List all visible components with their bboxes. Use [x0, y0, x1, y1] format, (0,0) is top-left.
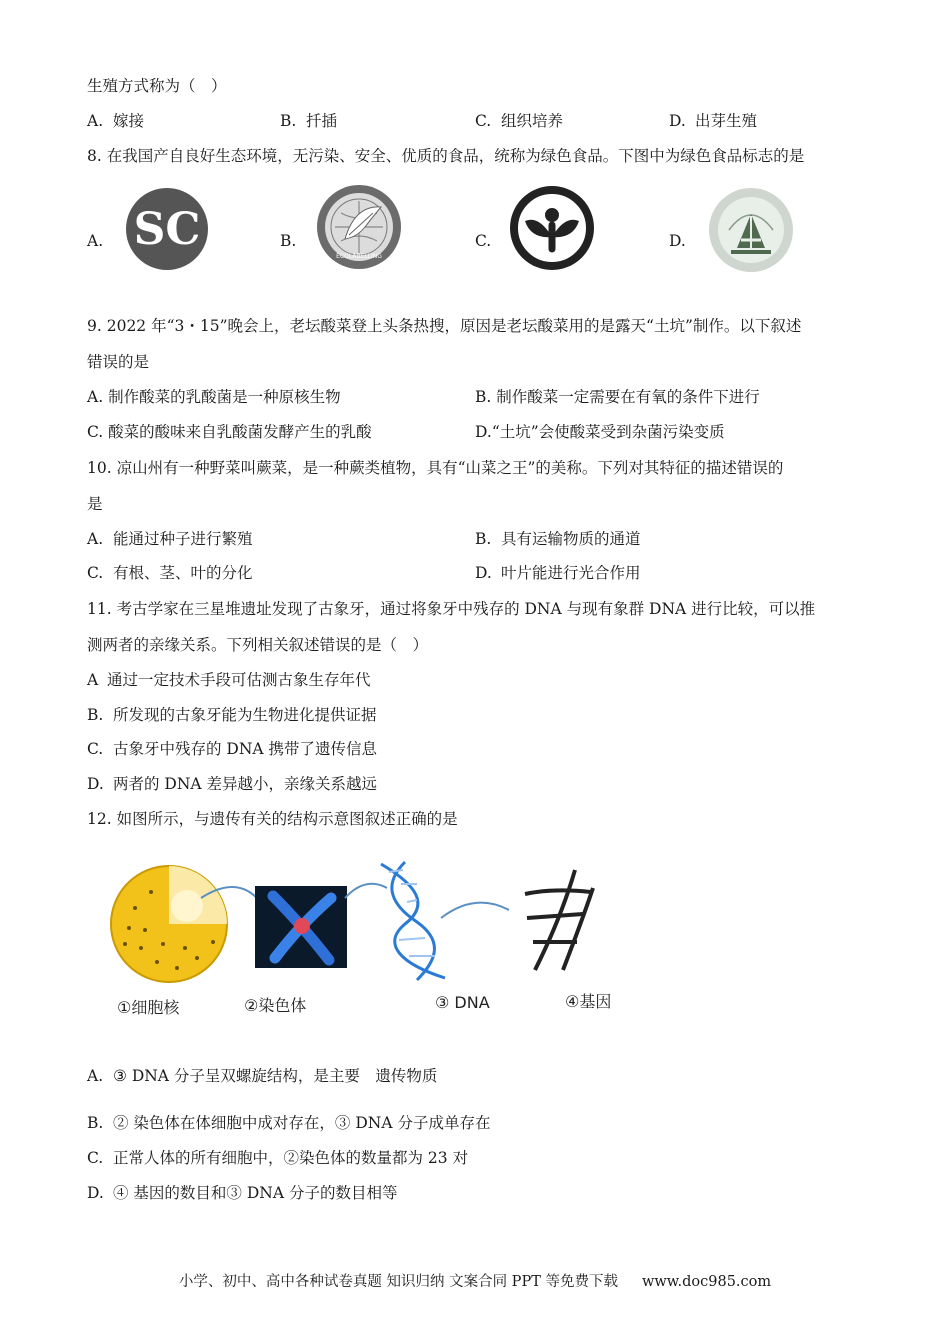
q10-option-d[interactable]: D. 叶片能进行光合作用 — [475, 564, 641, 582]
sc-logo[interactable] — [124, 186, 210, 272]
q12-option-b[interactable]: B. ② 染色体在体细胞中成对存在，③ DNA 分子成单存在 — [87, 1114, 491, 1132]
eco-labelling-logo[interactable] — [315, 183, 403, 271]
q8-option-c-letter[interactable]: C. — [475, 232, 492, 250]
arrow-2-icon — [345, 884, 387, 898]
eco-logo-text: ECOLABELLING — [336, 253, 382, 260]
footer-url-link[interactable]: www.doc985.com — [641, 1274, 772, 1290]
q10-option-c[interactable]: C. 有根、茎、叶的分化 — [87, 564, 253, 582]
q7-option-d[interactable]: D. 出芽生殖 — [669, 112, 758, 130]
q9-option-b[interactable]: B. 制作酸菜一定需要在有氧的条件下进行 — [475, 388, 760, 406]
footer-text: 小学、初中、高中各种试卷真题 知识归纳 文案合同 PPT 等免费下载 — [178, 1274, 618, 1290]
q12-option-c[interactable]: C. 正常人体的所有细胞中，②染色体的数量都为 23 对 — [87, 1149, 469, 1167]
q8-option-a-letter[interactable]: A. — [87, 232, 104, 250]
heredity-structures-figure — [105, 858, 605, 988]
q12-stem: 12. 如图所示，与遗传有关的结构示意图叙述正确的是 — [87, 810, 458, 828]
q11-option-c[interactable]: C. 古象牙中残存的 DNA 携带了遗传信息 — [87, 740, 378, 758]
q9-option-a[interactable]: A. 制作酸菜的乳酸菌是一种原核生物 — [87, 388, 341, 406]
q11-option-b[interactable]: B. 所发现的古象牙能为生物进化提供证据 — [87, 706, 377, 724]
q10-stem-line2: 是 — [87, 495, 103, 513]
label-gene: ④基因 — [565, 992, 612, 1011]
q11-option-d[interactable]: D. 两者的 DNA 差异越小，亲缘关系越远 — [87, 775, 378, 793]
gene-segment-illustration — [525, 870, 593, 970]
q10-option-b[interactable]: B. 具有运输物质的通道 — [475, 530, 641, 548]
label-cell-nucleus: ①细胞核 — [117, 998, 180, 1017]
q7-stem: 生殖方式称为（ ） — [87, 77, 227, 95]
label-chromosome: ②染色体 — [244, 996, 307, 1015]
q7-option-c[interactable]: C. 组织培养 — [475, 112, 564, 130]
q9-option-d[interactable]: D.“土坑”会使酸菜受到杂菌污染变质 — [475, 423, 725, 441]
q9-option-c[interactable]: C. 酸菜的酸味来自乳酸菌发酵产生的乳酸 — [87, 423, 372, 441]
arrow-3-icon — [441, 903, 509, 918]
q11-stem-line2: 测两者的亲缘关系。下列相关叙述错误的是（ ） — [87, 636, 429, 654]
dna-helix-illustration — [381, 862, 445, 980]
q9-stem-line1: 9. 2022 年“3・15”晚会上，老坛酸菜登上头条热搜，原因是老坛酸菜用的是露天“土坑”制作。以下叙述 — [87, 317, 802, 335]
q9-stem-line2: 错误的是 — [87, 353, 150, 371]
pollution-free-produce-logo[interactable] — [707, 186, 795, 274]
q8-option-b-letter[interactable]: B. — [280, 232, 297, 250]
q12-option-d[interactable]: D. ④ 基因的数目和③ DNA 分子的数目相等 — [87, 1184, 398, 1202]
label-dna: ③ DNA — [435, 993, 490, 1012]
page-footer — [0, 1270, 950, 1291]
q10-stem-line1: 10. 凉山州有一种野菜叫蕨菜，是一种蕨类植物，具有“山菜之王”的美称。下列对其特征的描述错误的 — [87, 459, 784, 477]
q7-option-b[interactable]: B. 扦插 — [280, 112, 338, 130]
chromosome-illustration — [255, 886, 347, 968]
q7-option-a[interactable]: A. 嫁接 — [87, 112, 145, 130]
q12-option-a[interactable]: A. ③ DNA 分子呈双螺旋结构，是主要 遗传物质 — [87, 1067, 438, 1085]
q8-option-d-letter[interactable]: D. — [669, 232, 686, 250]
q11-stem-line1: 11. 考古学家在三星堆遗址发现了古象牙，通过将象牙中残存的 DNA 与现有象群 DNA 进行比较，可以推 — [87, 600, 816, 618]
q8-stem: 8. 在我国产自良好生态环境，无污染、安全、优质的食品，统称为绿色食品。下图中为绿色食品标志的是 — [87, 147, 805, 165]
green-food-logo[interactable] — [509, 185, 595, 271]
q10-option-a[interactable]: A. 能通过种子进行繁殖 — [87, 530, 253, 548]
cell-nucleus-illustration — [111, 866, 227, 982]
q11-option-a[interactable]: A 通过一定技术手段可估测古象生存年代 — [87, 671, 371, 689]
sc-logo-text: SC — [133, 204, 201, 255]
